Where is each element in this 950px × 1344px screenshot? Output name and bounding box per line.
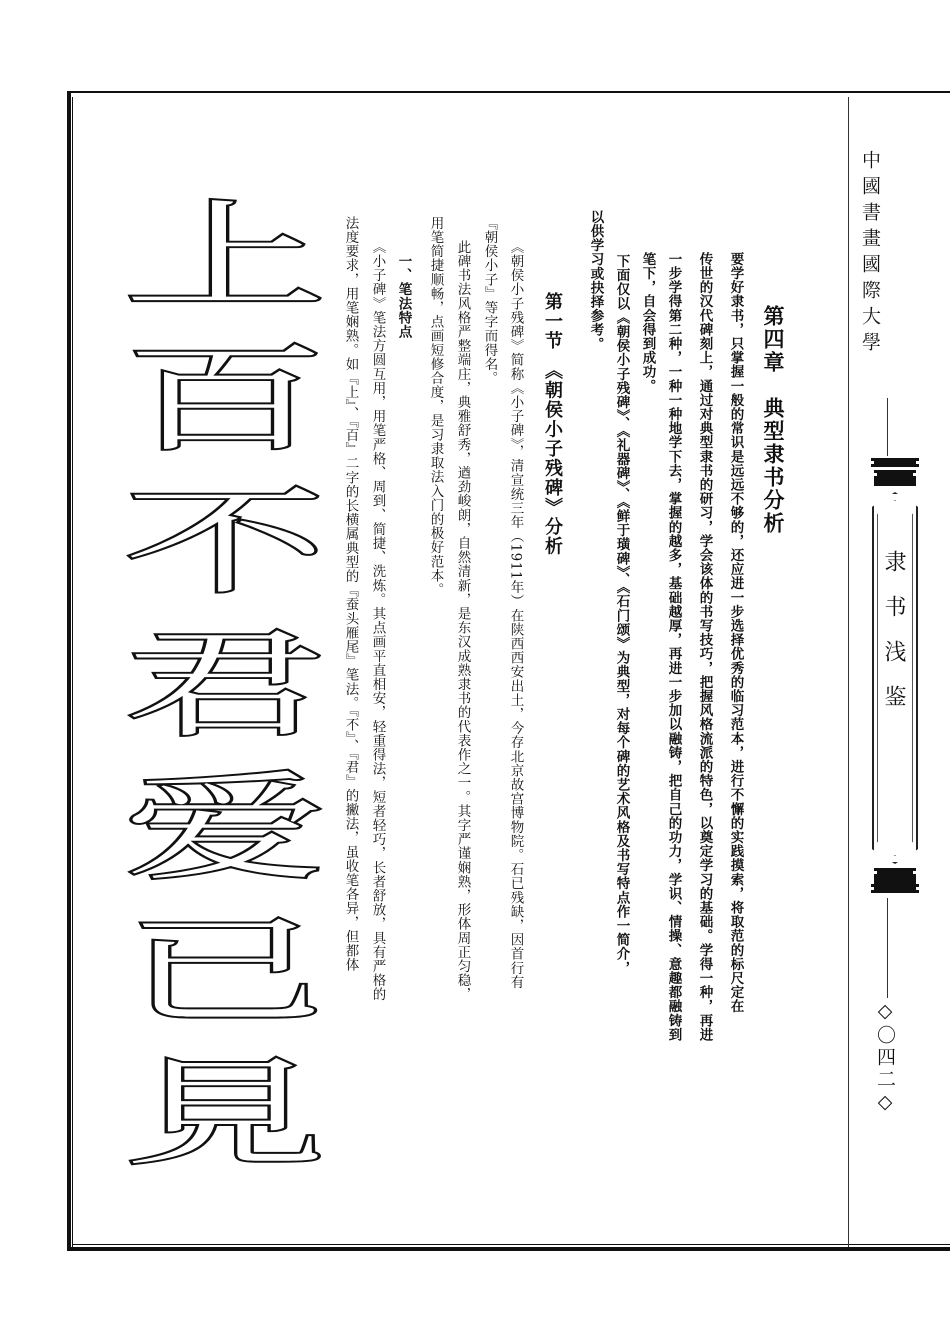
calligraphy-char-4: 君 <box>123 617 327 754</box>
section-line-6: 《小子碑》笔法方圆互用，用笔严格、周到、简捷、洗炼。其点画平直相安，轻重得法，短者轻巧，长者舒放，具有严格的 <box>369 240 386 1002</box>
section-line-4: 用笔简捷顺畅，点画短修合度，是习隶取法入门的极好范本。 <box>427 216 444 597</box>
side-line-bottom <box>887 898 888 998</box>
side-strip-divider <box>848 97 849 1247</box>
intro-line-6: 以供学习或抉择参考。 <box>587 210 604 351</box>
inner-rule-bottom <box>72 1244 950 1247</box>
calligraphy-char-6: 已 <box>123 903 327 1040</box>
intro-line-3: 一步学得第二种，一种一种地学下去，掌握的越多，基础越厚，再进一步加以融铸，把自己的功力，学识、情操、意趣都融铸到 <box>665 252 682 1042</box>
ornament-bar-bottom <box>871 884 919 893</box>
ornament-bar-bottom-thick <box>874 868 916 884</box>
section-line-7: 法度要求，用笔娴熟。如『上』、『百』二字的长横属典型的『蚕头雁尾』笔法。『不』、『君』的撇法，虽收笔各异，但都体 <box>342 216 359 972</box>
intro-line-1: 要学好隶书，只掌握一般的常识是远远不够的，还应进一步选择优秀的临习范本，进行不懈的实践摸索，将取范的标尺定在 <box>727 252 744 1014</box>
subheading-brush-technique: 一、笔法特点 <box>395 240 412 339</box>
page-number: ◇〇四二◇ <box>874 1000 896 1116</box>
school-name: 中國書畫國際大學 <box>859 150 881 358</box>
calligraphy-char-1: 上 <box>123 190 327 326</box>
section-line-3: 此碑书法风格严整端庄，典雅舒秀，遒劲峻朗，自然清新，是东汉成熟隶书的代表作之一。其字严谨娴熟，形体周正匀稳， <box>454 240 471 1002</box>
side-line-top <box>887 398 888 456</box>
calligraphy-char-5: 爱 <box>123 760 327 897</box>
calligraphy-sample <box>110 190 340 1190</box>
section-line-1: 《朝侯小子残碑》简称《小子碑》，清宣统三年（1911年）在陕西西安出土，今存北京故宫博物院。石已残缺，因首行有 <box>507 240 524 990</box>
section-title: 第一节 《朝侯小子残碑》分析 <box>542 292 563 556</box>
ornament-bar-top-thick <box>874 470 916 486</box>
intro-line-2: 传世的汉代碑刻上，通过对典型隶书的研习，学会该体的书写技巧，把握风格流派的特色，以奠定学习的基础。学得一种，再进 <box>696 252 713 1042</box>
intro-line-5: 下面仅以《朝侯小子残碑》、《礼器碑》、《鲜于璜碑》、《石门颂》为典型，对每个碑的艺术风格及书写特点作一简介， <box>613 240 630 975</box>
intro-line-4: 笔下，自会得到成功。 <box>639 252 656 393</box>
ornament-bar-top <box>871 458 919 467</box>
calligraphy-char-3: 不 <box>123 474 327 612</box>
book-title: 隶书浅鉴 <box>881 550 906 730</box>
calligraphy-char-7: 見 <box>123 1045 327 1183</box>
calligraphy-char-2: 百 <box>123 331 327 469</box>
section-line-2: 『朝侯小子』等字而得名。 <box>481 216 498 386</box>
chapter-title: 第四章 典型隶书分析 <box>761 305 786 535</box>
inner-rule-left <box>72 97 76 1247</box>
